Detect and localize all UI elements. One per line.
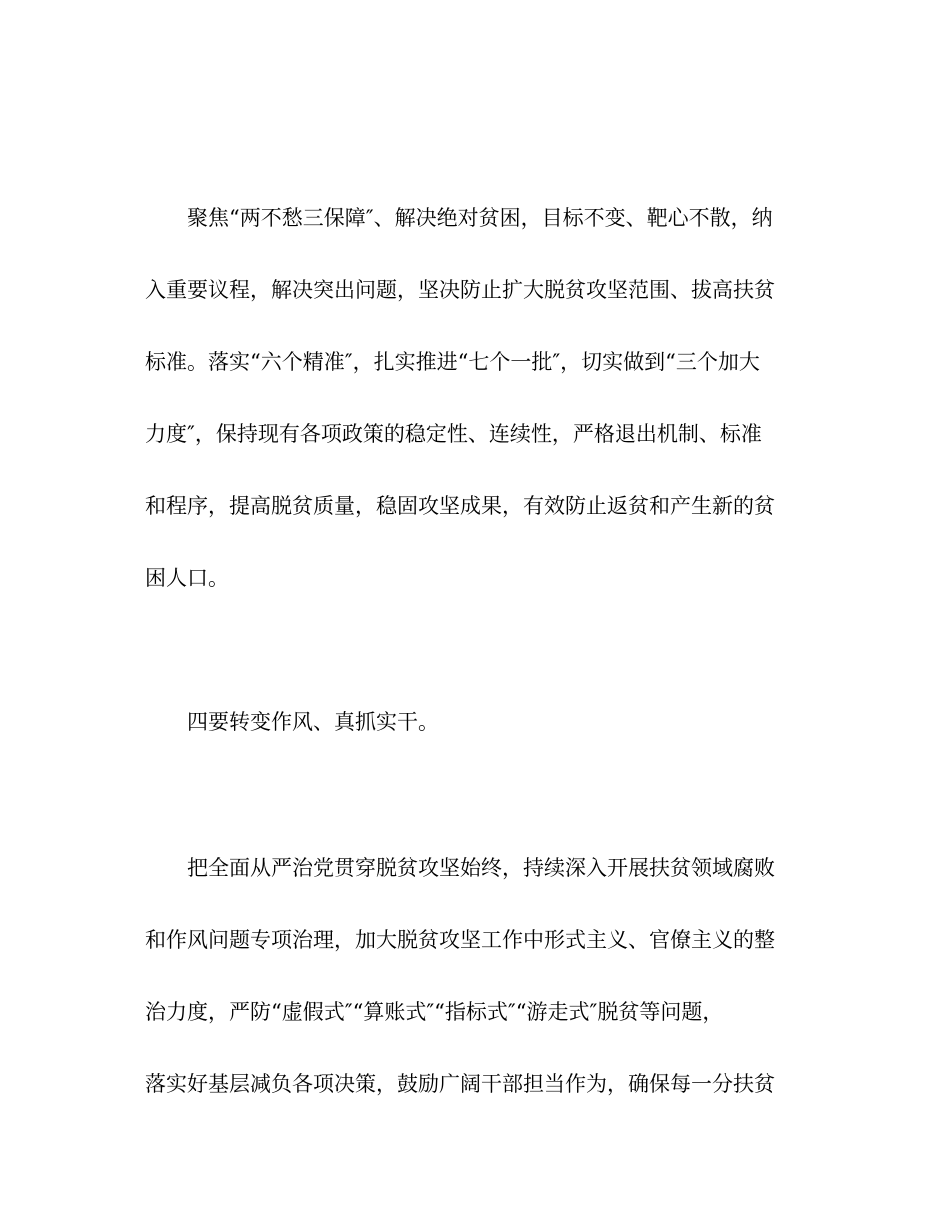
paragraph-1-line-2: 入重要议程，解决突出问题，坚决防止扩大脱贫攻坚范围、拔高扶贫 [145,278,775,302]
paragraph-2-line-2: 和作风问题专项治理，加大脱贫攻坚工作中形式主义、官僚主义的整 [145,928,775,952]
section-heading-4: 四要转变作风、真抓实干。 [187,710,439,734]
paragraph-2-line-4: 落实好基层减负各项决策，鼓励广阔干部担当作为，确保每一分扶贫 [145,1072,775,1096]
paragraph-1-line-6: 困人口。 [145,566,229,590]
paragraph-1-line-4: 力度″，保持现有各项政策的稳定性、连续性，严格退出机制、标准 [145,422,762,446]
paragraph-2-line-3: 治力度，严防“虚假式″“算账式″“指标式″“游走式″脱贫等问题， [145,1000,724,1024]
paragraph-1-line-5: 和程序，提高脱贫质量，稳固攻坚成果，有效防止返贫和产生新的贫 [145,494,775,518]
paragraph-1-line-1: 聚焦“两不愁三保障″、解决绝对贫困，目标不变、靶心不散，纳 [187,206,773,230]
paragraph-2-line-1: 把全面从严治党贯穿脱贫攻坚始终，持续深入开展扶贫领域腐败 [187,856,775,880]
paragraph-1-line-3: 标准。落实“六个精准″，扎实推进“七个一批″，切实做到“三个加大 [145,350,760,374]
